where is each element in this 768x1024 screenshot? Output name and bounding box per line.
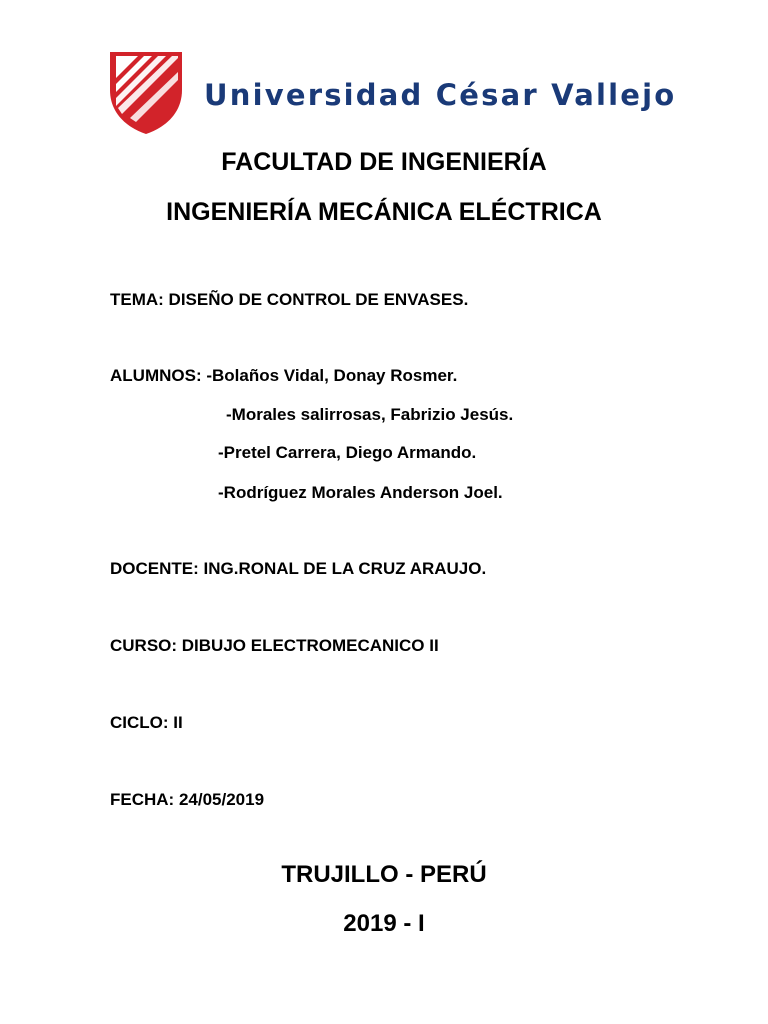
location-title: TRUJILLO - PERÚ (281, 861, 487, 888)
career-title: INGENIERÍA MECÁNICA ELÉCTRICA (166, 198, 602, 226)
university-shield-icon (108, 50, 184, 136)
university-logo (108, 50, 677, 140)
curso-line: CURSO: DIBUJO ELECTROMECANICO II (110, 636, 439, 655)
student-name: -Rodríguez Morales Anderson Joel. (218, 483, 503, 502)
period-title: 2019 - I (343, 910, 425, 937)
student-name: -Morales salirrosas, Fabrizio Jesús. (226, 405, 514, 424)
alumnos-line (110, 366, 457, 386)
ciclo-line: CICLO: II (110, 713, 183, 732)
tema-line: TEMA: DISEÑO DE CONTROL DE ENVASES. (110, 290, 469, 309)
faculty-title: FACULTAD DE INGENIERÍA (221, 148, 547, 176)
university-name: Universidad César Vallejo (204, 78, 677, 112)
student-name: -Bolaños Vidal, Donay Rosmer. (206, 366, 458, 385)
alumnos-label: ALUMNOS: (110, 366, 202, 385)
fecha-line: FECHA: 24/05/2019 (110, 790, 265, 809)
docente-line: DOCENTE: ING.RONAL DE LA CRUZ ARAUJO. (110, 559, 487, 578)
student-name: -Pretel Carrera, Diego Armando. (218, 443, 477, 462)
